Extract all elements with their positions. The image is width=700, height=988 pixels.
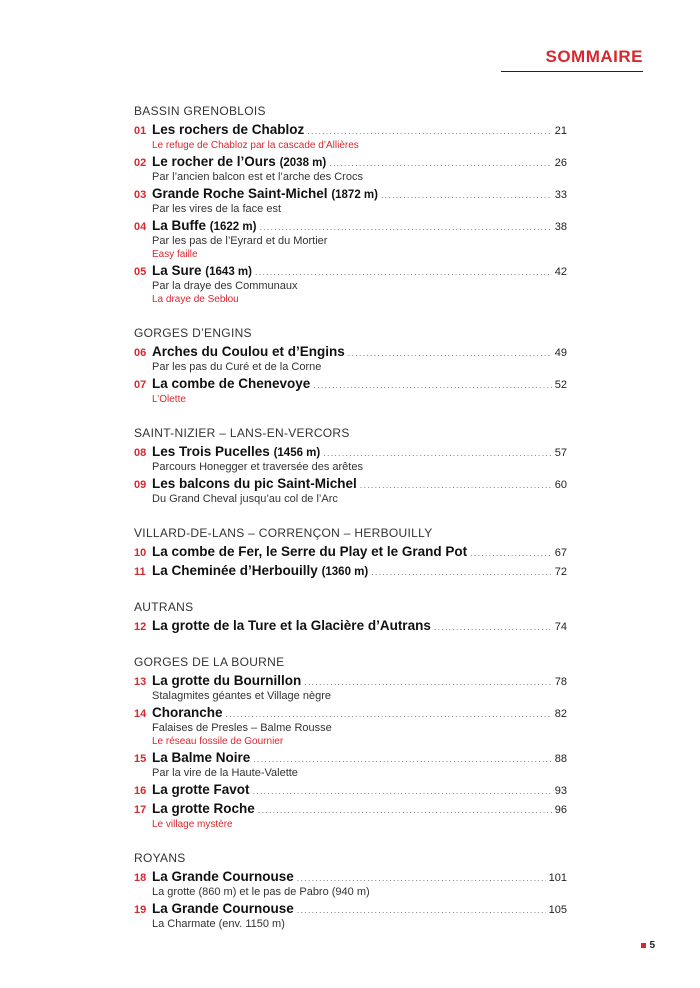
entry-page: 88 (554, 753, 567, 765)
entry-line (134, 899, 567, 918)
entry-line (134, 780, 567, 799)
entry-page: 38 (554, 221, 567, 233)
toc-entry[interactable] (134, 474, 567, 506)
entry-page: 67 (554, 547, 567, 559)
entry-page: 105 (548, 904, 567, 916)
entry-line (134, 442, 567, 461)
entry-page: 52 (554, 379, 567, 391)
toc-entry[interactable] (134, 561, 567, 580)
entry-line (134, 474, 567, 493)
entry-title-text: Le rocher de l’Ours (152, 154, 276, 169)
entry-title (152, 616, 431, 635)
entry-number: 03 (134, 189, 147, 201)
entry-page: 49 (554, 347, 567, 359)
entry-page: 82 (554, 708, 567, 720)
section-heading: SAINT-NIZIER – LANS-EN-VERCORS (134, 426, 350, 440)
entry-variant: La draye de Seblou (152, 294, 239, 305)
entry-line (134, 216, 567, 235)
toc-entry[interactable] (134, 120, 567, 152)
entry-title (152, 561, 368, 582)
entry-title (152, 542, 467, 561)
entry-page: 42 (554, 266, 567, 278)
entry-title (152, 703, 223, 722)
entry-title (152, 474, 357, 493)
entry-number: 01 (134, 125, 147, 137)
entry-page: 74 (554, 621, 567, 633)
entry-subtitle: Par les vires de la face est (152, 203, 282, 215)
entry-number: 04 (134, 221, 147, 233)
entry-number: 12 (134, 621, 147, 633)
entry-line (134, 342, 567, 361)
section-heading: GORGES D’ENGINS (134, 326, 252, 340)
entry-altitude: (1643 m) (205, 266, 252, 278)
dot-leader (255, 263, 552, 282)
dot-leader (304, 673, 552, 692)
entry-number: 07 (134, 379, 147, 391)
entry-page: 60 (554, 479, 567, 491)
entry-subtitle: Du Grand Cheval jusqu’au col de l’Arc (152, 493, 338, 505)
entry-title-text: Les rochers de Chabloz (152, 122, 305, 137)
entry-number: 18 (134, 872, 147, 884)
toc-entry[interactable] (134, 216, 567, 261)
toc-entry[interactable] (134, 616, 567, 635)
toc-entry[interactable] (134, 780, 567, 799)
entry-line (134, 184, 567, 203)
entry-title-text: La Buffe (152, 218, 206, 233)
entry-title (152, 216, 256, 237)
entry-title-text: Les Trois Pucelles (152, 444, 270, 459)
entry-line (134, 542, 567, 561)
dot-leader (253, 782, 552, 801)
toc-section (134, 104, 567, 306)
toc-section (134, 426, 567, 506)
entry-subtitle: La Charmate (env. 1150 m) (152, 918, 285, 930)
entry-number: 19 (134, 904, 147, 916)
section-heading: BASSIN GRENOBLOIS (134, 104, 266, 118)
toc-entry[interactable] (134, 342, 567, 374)
toc-entry[interactable] (134, 867, 567, 899)
dot-leader (297, 901, 546, 920)
red-square-icon (641, 943, 646, 948)
entry-number: 02 (134, 157, 147, 169)
entry-title-text: La grotte Favot (152, 782, 250, 797)
entry-page: 57 (554, 447, 567, 459)
toc-entry[interactable] (134, 152, 567, 184)
toc-section (134, 851, 567, 931)
entry-number: 08 (134, 447, 147, 459)
entry-altitude: (1622 m) (209, 221, 257, 233)
toc-entry[interactable] (134, 899, 567, 931)
toc-section (134, 600, 567, 635)
entry-line (134, 703, 567, 722)
entry-title (152, 748, 250, 767)
entry-number: 10 (134, 547, 147, 559)
toc-entry[interactable] (134, 184, 567, 216)
entry-title (152, 867, 294, 886)
toc-entry[interactable] (134, 671, 567, 703)
entry-altitude: (1360 m) (321, 566, 369, 578)
dot-leader (360, 476, 552, 495)
entry-title (152, 184, 378, 205)
entry-title (152, 442, 320, 463)
entry-number: 13 (134, 676, 147, 688)
entry-line (134, 374, 567, 393)
page-number: 5 (649, 940, 655, 951)
entry-subtitle: Par la draye des Communaux (152, 280, 298, 292)
entry-page: 78 (554, 676, 567, 688)
table-of-contents (134, 104, 567, 951)
entry-number: 11 (134, 566, 146, 578)
entry-variant: Le village mystère (152, 819, 233, 830)
entry-line (134, 799, 567, 818)
entry-variant: L’Olette (152, 394, 186, 405)
dot-leader (434, 618, 552, 637)
entry-page: 33 (554, 189, 567, 201)
toc-entry[interactable] (134, 374, 567, 406)
entry-line (134, 120, 567, 139)
entry-subtitle: Par l’ancien balcon est et l’arche des Crocs (152, 171, 363, 183)
toc-entry[interactable] (134, 799, 567, 831)
entry-title-text: Choranche (152, 705, 223, 720)
toc-section (134, 655, 567, 831)
entry-title (152, 899, 294, 918)
entry-subtitle: Par les pas du Curé et de la Corne (152, 361, 322, 373)
entry-title (152, 261, 252, 282)
entry-page: 72 (554, 566, 567, 578)
toc-entry[interactable] (134, 748, 567, 780)
dot-leader (470, 544, 552, 563)
entry-line (134, 616, 567, 635)
entry-number: 15 (134, 753, 147, 765)
entry-title-text: La Sure (152, 263, 202, 278)
entry-title-text: La Balme Noire (152, 750, 251, 765)
entry-title-text: Grande Roche Saint-Michel (152, 186, 328, 201)
entry-title (152, 120, 304, 139)
entry-line (134, 748, 567, 767)
entry-title-text: La Cheminée d’Herbouilly (152, 563, 318, 578)
entry-title-text: La combe de Fer, le Serre du Play et le Grand Pot (152, 544, 468, 559)
dot-leader (371, 563, 552, 582)
entry-page: 101 (548, 872, 567, 884)
entry-variant: Easy faille (152, 249, 198, 260)
entry-altitude: (2038 m) (279, 157, 327, 169)
footer (641, 940, 655, 951)
entry-subtitle: Parcours Honegger et traversée des arêtes (152, 461, 363, 473)
toc-entry[interactable] (134, 542, 567, 561)
entry-title (152, 799, 255, 818)
entry-altitude: (1872 m) (331, 189, 378, 201)
section-heading: GORGES DE LA BOURNE (134, 655, 285, 669)
entry-title (152, 374, 310, 393)
toc-entry[interactable] (134, 703, 567, 748)
entry-title-text: La Grande Cournouse (152, 869, 294, 884)
entry-title (152, 342, 345, 361)
entry-subtitle: Par la vire de la Haute-Valette (152, 767, 298, 779)
entry-subtitle: La grotte (860 m) et le pas de Pabro (940 m) (152, 886, 370, 898)
entry-subtitle: Falaises de Presles – Balme Rousse (152, 722, 332, 734)
entry-title (152, 671, 301, 690)
toc-section (134, 326, 567, 406)
toc-entry[interactable] (134, 261, 567, 306)
entry-line (134, 671, 567, 690)
toc-entry[interactable] (134, 442, 567, 474)
entry-number: 06 (134, 347, 147, 359)
entry-title-text: La grotte Roche (152, 801, 255, 816)
entry-page: 21 (554, 125, 567, 137)
section-heading: VILLARD-DE-LANS – CORRENÇON – HERBOUILLY (134, 526, 433, 540)
dot-leader (253, 750, 551, 769)
entry-title-text: La combe de Chenevoye (152, 376, 311, 391)
dot-leader (348, 344, 552, 363)
entry-line (134, 867, 567, 886)
toc-section (134, 526, 567, 580)
entry-page: 26 (554, 157, 567, 169)
dot-leader (258, 801, 552, 820)
section-heading: ROYANS (134, 851, 186, 865)
section-heading: AUTRANS (134, 600, 194, 614)
page-title: SOMMAIRE (545, 47, 643, 66)
entry-title (152, 152, 326, 173)
entry-number: 05 (134, 266, 147, 278)
entry-title-text: La grotte de la Ture et la Glacière d’Autrans (152, 618, 431, 633)
entry-title-text: La Grande Cournouse (152, 901, 294, 916)
entry-number: 09 (134, 479, 147, 491)
entry-page: 93 (554, 785, 567, 797)
entry-altitude: (1456 m) (273, 447, 321, 459)
entry-subtitle: Par les pas de l’Eyrard et du Mortier (152, 235, 328, 247)
entry-subtitle: Stalagmites géantes et Village nègre (152, 690, 331, 702)
entry-title-text: Les balcons du pic Saint-Michel (152, 476, 357, 491)
entry-number: 17 (134, 804, 147, 816)
dot-leader (313, 376, 551, 395)
entry-line (134, 152, 567, 171)
entry-title-text: La grotte du Bournillon (152, 673, 302, 688)
entry-title (152, 780, 250, 799)
title-rule (501, 71, 643, 72)
entry-variant: Le réseau fossile de Gournier (152, 736, 284, 747)
entry-line (134, 561, 567, 580)
entry-title-text: Arches du Coulou et d’Engins (152, 344, 345, 359)
entry-page: 96 (554, 804, 567, 816)
entry-number: 16 (134, 785, 147, 797)
entry-variant: Le refuge de Chabloz par la cascade d’Allières (152, 140, 359, 151)
dot-leader (381, 186, 552, 205)
entry-number: 14 (134, 708, 147, 720)
entry-line (134, 261, 567, 280)
